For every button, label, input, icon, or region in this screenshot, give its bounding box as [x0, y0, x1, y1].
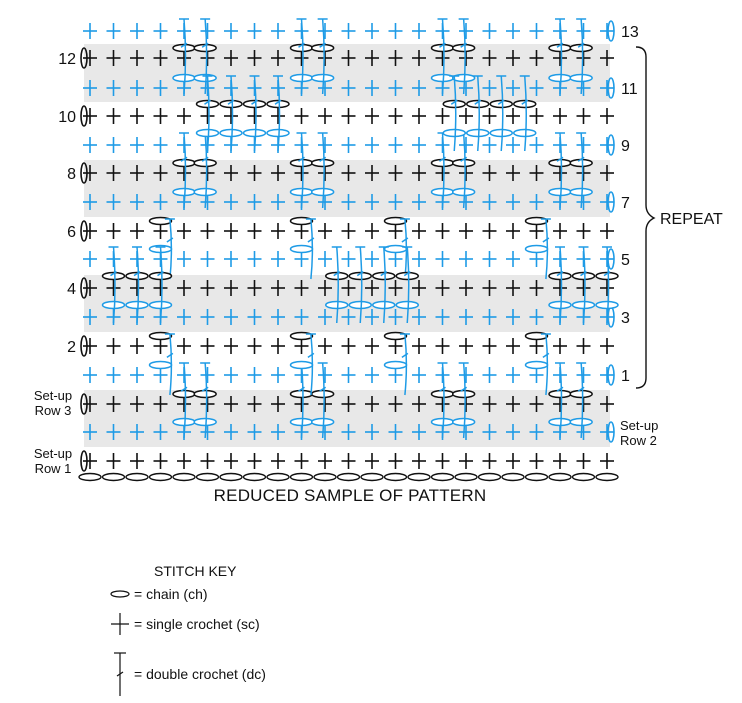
- row-label-left: 10: [58, 109, 76, 126]
- key-label-single-crochet: = single crochet (sc): [134, 616, 260, 632]
- repeat-bracket: [636, 47, 654, 388]
- chain-stitch: [312, 391, 334, 398]
- chain-stitch: [570, 419, 592, 426]
- chain-stitch: [173, 189, 195, 196]
- double-crochet-stitch: [454, 76, 456, 151]
- row-label-right: 11: [621, 81, 638, 98]
- chain-stitch: [291, 189, 313, 196]
- chain-stitch: [573, 302, 595, 309]
- chain-stitch: [150, 302, 172, 309]
- double-crochet-stitch: [525, 76, 527, 151]
- chain-stitch: [312, 160, 334, 167]
- foundation-chain: [291, 474, 313, 481]
- chain-stitch: [291, 362, 313, 369]
- chain-stitch: [291, 391, 313, 398]
- chain-stitch: [596, 302, 618, 309]
- row-label-left: 4: [67, 281, 76, 298]
- chain-stitch: [549, 189, 571, 196]
- setup-row-2-label: Row 2: [620, 433, 657, 448]
- foundation-chain: [385, 474, 407, 481]
- chain-stitch: [549, 302, 571, 309]
- setup-row-3-label: Row 3: [34, 403, 72, 418]
- chain-stitch: [570, 75, 592, 82]
- chain-stitch: [126, 302, 148, 309]
- chain-stitch: [443, 130, 465, 137]
- chain-stitch: [432, 160, 454, 167]
- chain-stitch: [432, 419, 454, 426]
- chain-stitch: [173, 391, 195, 398]
- chain-stitch: [453, 419, 475, 426]
- repeat-label: REPEAT: [660, 211, 723, 228]
- chain-stitch: [385, 362, 407, 369]
- foundation-chain: [197, 474, 219, 481]
- foundation-chain: [126, 474, 148, 481]
- chain-stitch: [453, 160, 475, 167]
- foundation-chain: [573, 474, 595, 481]
- foundation-chain: [338, 474, 360, 481]
- chain-stitch: [197, 130, 219, 137]
- chain-stitch: [291, 75, 313, 82]
- row-label-right: 9: [621, 138, 630, 155]
- chain-stitch: [194, 160, 216, 167]
- foundation-chain: [549, 474, 571, 481]
- chain-stitch: [514, 130, 536, 137]
- foundation-chain: [408, 474, 430, 481]
- foundation-chain: [150, 474, 172, 481]
- key-item-double-crochet: [108, 650, 266, 698]
- chain-stitch: [396, 302, 418, 309]
- shaded-band: [84, 44, 610, 102]
- chain-stitch: [432, 391, 454, 398]
- foundation-chain: [79, 474, 101, 481]
- key-label-chain: = chain (ch): [134, 586, 208, 602]
- row-label-left: 2: [67, 339, 76, 356]
- foundation-chain: [267, 474, 289, 481]
- foundation-chain: [455, 474, 477, 481]
- row-label-right: 1: [621, 368, 630, 385]
- chain-stitch: [173, 75, 195, 82]
- chain-stitch: [267, 130, 289, 137]
- row-label-right: 3: [621, 310, 630, 327]
- row-label-right: 5: [621, 252, 630, 269]
- row-label-right: 7: [621, 195, 630, 212]
- chain-stitch: [490, 130, 512, 137]
- foundation-chain: [103, 474, 125, 481]
- chain-stitch: [103, 302, 125, 309]
- chain-icon: [108, 587, 132, 601]
- chain-stitch: [432, 189, 454, 196]
- chain-stitch: [291, 160, 313, 167]
- chain-stitch: [150, 362, 172, 369]
- chain-stitch: [173, 160, 195, 167]
- chain-stitch: [220, 130, 242, 137]
- chain-stitch: [549, 160, 571, 167]
- key-item-single-crochet: [108, 610, 260, 638]
- row-label-left: 12: [58, 51, 76, 68]
- row-label-right: 13: [621, 24, 639, 41]
- chain-stitch: [291, 419, 313, 426]
- chain-stitch: [570, 160, 592, 167]
- chain-stitch: [453, 189, 475, 196]
- foundation-chain: [361, 474, 383, 481]
- chain-stitch: [194, 391, 216, 398]
- chain-stitch: [312, 419, 334, 426]
- foundation-chain: [502, 474, 524, 481]
- row-label-left: 6: [67, 224, 76, 241]
- foundation-chain: [526, 474, 548, 481]
- key-label-double-crochet: = double crochet (dc): [134, 666, 266, 682]
- setup-row-1-label: Row 1: [34, 461, 72, 476]
- chart-caption: REDUCED SAMPLE OF PATTERN: [213, 486, 487, 505]
- chain-stitch: [549, 75, 571, 82]
- chain-stitch: [526, 362, 548, 369]
- chain-stitch: [373, 302, 395, 309]
- key-item-chain: [108, 580, 208, 608]
- chain-stitch: [526, 246, 548, 253]
- chain-stitch: [570, 189, 592, 196]
- chain-stitch: [312, 75, 334, 82]
- double-crochet-icon: [108, 650, 132, 698]
- chain-stitch: [244, 130, 266, 137]
- chain-stitch: [194, 419, 216, 426]
- setup-row-2-label: Set-up: [620, 418, 659, 433]
- double-crochet-stitch: [501, 76, 503, 151]
- setup-row-1-label: Set-up: [33, 446, 73, 461]
- chain-stitch: [291, 246, 313, 253]
- shaded-band: [84, 390, 610, 447]
- foundation-chain: [220, 474, 242, 481]
- single-crochet-icon: [108, 611, 132, 637]
- foundation-chain: [479, 474, 501, 481]
- chain-stitch: [570, 391, 592, 398]
- chain-stitch: [549, 419, 571, 426]
- stitch-key-title: STITCH KEY: [154, 563, 237, 579]
- double-crochet-stitch: [478, 76, 480, 151]
- foundation-chain: [432, 474, 454, 481]
- chain-stitch: [312, 189, 334, 196]
- foundation-chain: [596, 474, 618, 481]
- setup-row-3-label: Set-up: [33, 388, 73, 403]
- chain-stitch: [173, 419, 195, 426]
- chain-stitch: [349, 302, 371, 309]
- chain-stitch: [467, 130, 489, 137]
- chain-stitch: [194, 189, 216, 196]
- shaded-band: [84, 160, 610, 217]
- chain-stitch: [453, 391, 475, 398]
- chain-stitch: [549, 391, 571, 398]
- foundation-chain: [244, 474, 266, 481]
- foundation-chain: [314, 474, 336, 481]
- row-label-left: 8: [67, 166, 76, 183]
- chain-stitch: [326, 302, 348, 309]
- foundation-chain: [173, 474, 195, 481]
